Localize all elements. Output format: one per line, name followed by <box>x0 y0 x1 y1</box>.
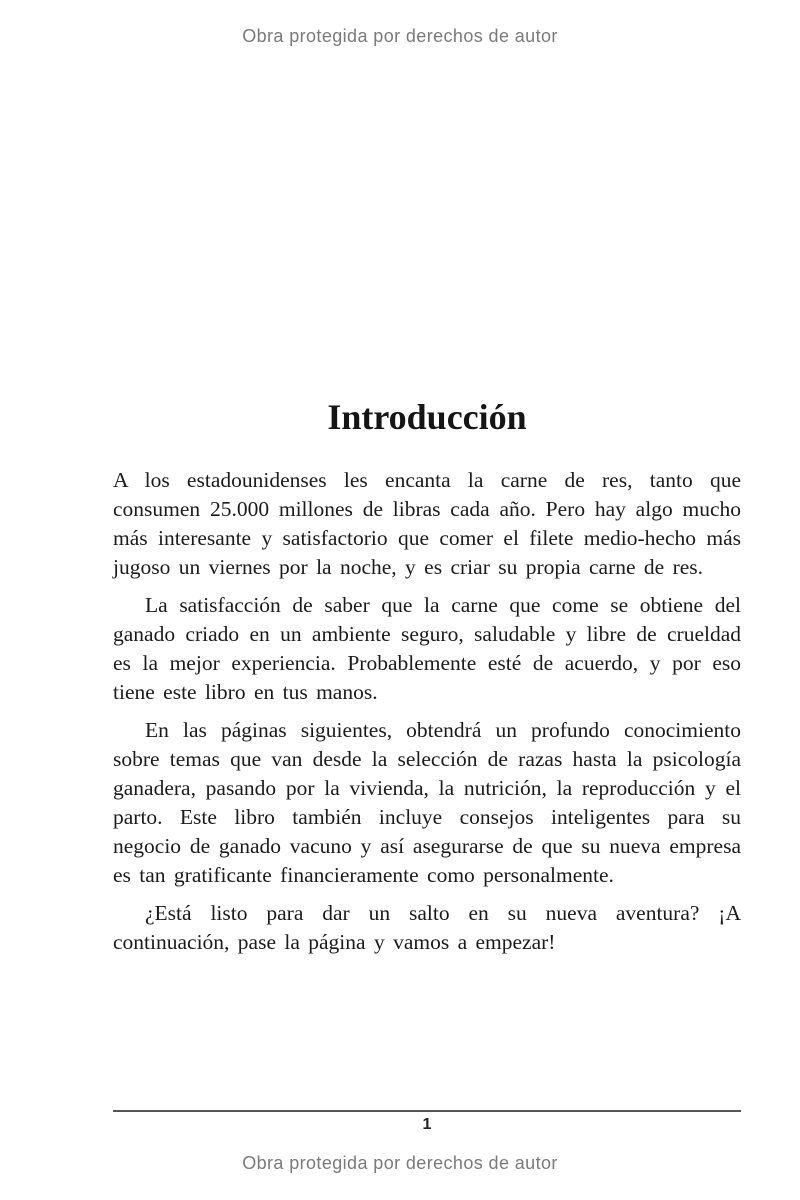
paragraph: La satisfacción de saber que la carne que come se obtiene del ganado criado en un ambiente seguro, saludable y libre de crueldad es la mejor experiencia. Probablemente esté de acuerdo, y por eso tiene este libro en tus manos. <box>113 593 741 704</box>
paragraph: En las páginas siguientes, obtendrá un profundo conocimiento sobre temas que van desde la selección de razas hasta la psicología ganadera, pasando por la vivienda, la nutrición, la reproducción y el parto. Este libro también incluye consejos inteligentes para su negocio de ganado vacuno y así asegurarse de que su nueva empresa es tan gratificante financieramente como personalmente. <box>113 718 741 887</box>
page-title: Introducción <box>327 397 527 437</box>
paragraph: A los estadounidenses les encanta la carne de res, tanto que consumen 25.000 millones de libras cada año. Pero hay algo mucho más interesante y satisfactorio que comer el filete medio-hecho más jugoso un viernes por la noche, y es criar su propia carne de res. <box>113 468 741 579</box>
copyright-notice-bottom: Obra protegida por derechos de autor <box>242 1153 558 1173</box>
body-text <box>113 466 741 966</box>
page-number: 1 <box>422 1116 432 1133</box>
paragraph: ¿Está listo para dar un salto en su nueva aventura? ¡A continuación, pase la página y vamos a empezar! <box>113 901 741 954</box>
footer-rule <box>113 1110 741 1112</box>
copyright-notice-top: Obra protegida por derechos de autor <box>242 26 558 46</box>
